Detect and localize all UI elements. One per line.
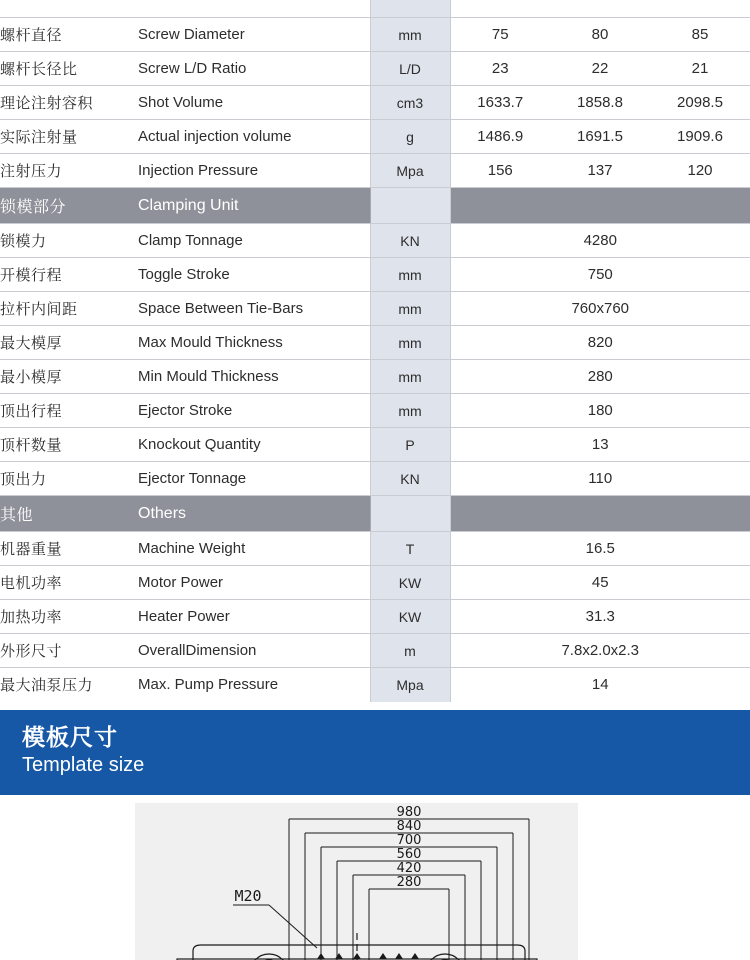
row-unit [370,0,450,18]
template-size-diagram [135,803,578,960]
dimension-label: 840 [396,819,422,835]
row-label-en: OverallDimension [138,634,370,668]
row-label-cn: 外形尺寸 [0,634,138,668]
row-label-cn: 机器重量 [0,532,138,566]
row-label-cn: 顶出行程 [0,394,138,428]
row-label-cn: 最大油泵压力 [0,676,94,695]
dimension-label: 280 [396,875,422,891]
row-value [650,0,750,11]
row-unit: cm3 [370,86,450,120]
row-value: 280 [450,360,750,394]
section-label-cn: 其他 [0,496,138,532]
dimension-label: 420 [396,861,422,877]
row-unit: mm [370,394,450,428]
row-unit: Mpa [370,154,450,188]
row-value: 75 [450,18,550,52]
row-value: 14 [591,676,609,694]
row-value: 156 [450,154,550,188]
row-label-cn: 顶杆数量 [0,428,138,462]
table-row [0,566,750,600]
row-unit: g [370,120,450,154]
table-row [0,154,750,188]
row-label-cn: 注射压力 [0,154,138,188]
dimension-label: 700 [396,833,422,849]
row-unit: mm [370,18,450,52]
row-unit: T [370,532,450,566]
row-value [550,0,650,11]
row-value: 2098.5 [650,86,750,120]
row-label-en: Toggle Stroke [138,258,370,292]
dimension-label: 980 [396,805,422,821]
row-value: 120 [650,154,750,188]
table-row [0,224,750,258]
section-label-en: Others [138,496,370,532]
row-value: 1691.5 [550,120,650,154]
row-label-en: Heater Power [138,600,370,634]
banner-title-cn: 模板尺寸 [22,724,118,751]
row-value: 7.8x2.0x2.3 [450,634,750,668]
table-row [0,18,750,52]
row-unit: KN [370,462,450,496]
section-header-others [0,496,750,532]
row-label-en: Space Between Tie-Bars [138,292,370,326]
section-header-clamping [0,188,750,224]
section-label-cn: 锁模部分 [0,188,138,224]
row-label-cn: 顶出力 [0,462,138,496]
table-row [0,326,750,360]
dimension-label: 560 [396,847,422,863]
row-label-cn: 理论注射容积 [0,86,138,120]
row-value: 1858.8 [550,86,650,120]
row-label-en: Screw L/D Ratio [138,52,370,86]
table-row [0,52,750,86]
row-unit: Mpa [370,668,450,702]
row-value: 21 [650,52,750,86]
row-value: 31.3 [450,600,750,634]
table-row [0,258,750,292]
row-label-en: Knockout Quantity [138,428,370,462]
section-unit [370,496,450,532]
row-value: 1633.7 [450,86,550,120]
row-label-en: Clamp Tonnage [138,224,370,258]
row-value: 180 [450,394,750,428]
table-row [0,634,750,668]
row-value: 110 [450,462,750,496]
row-label-en [138,0,370,11]
table-row [0,600,750,634]
row-label-cn: 最大模厚 [0,326,138,360]
row-label-en: Ejector Stroke [138,394,370,428]
row-unit: mm [370,292,450,326]
row-unit: L/D [370,52,450,86]
row-label-cn: 开模行程 [0,258,138,292]
bolt-spec-label: M20 [234,887,262,906]
row-unit: P [370,428,450,462]
row-value: 820 [450,326,750,360]
row-value: 1486.9 [450,120,550,154]
table-row [0,428,750,462]
row-unit: mm [370,326,450,360]
table-row [0,86,750,120]
row-value: 23 [450,52,550,86]
row-value: 45 [450,566,750,600]
row-label-cn: 锁模力 [0,224,138,258]
row-value: 750 [450,258,750,292]
row-label-en: Max. Pump Pressure [138,668,370,702]
section-unit [370,188,450,224]
row-label-cn: 加热功率 [0,600,138,634]
row-unit: KN [370,224,450,258]
row-value: 137 [550,154,650,188]
row-value: 16.5 [450,532,750,566]
row-label-en: Max Mould Thickness [138,326,370,360]
row-label-cn [0,0,138,11]
row-label-cn: 电机功率 [0,566,138,600]
table-row [0,120,750,154]
row-label-en: Min Mould Thickness [138,360,370,394]
row-unit: m [370,634,450,668]
table-row [0,462,750,496]
table-row [0,292,750,326]
row-unit: mm [370,360,450,394]
row-value: 1909.6 [650,120,750,154]
row-label-en: Injection Pressure [138,154,370,188]
table-row [0,532,750,566]
row-value: 13 [450,428,750,462]
row-value: 4280 [450,224,750,258]
row-value: 760x760 [450,292,750,326]
section-label-en: Clamping Unit [138,188,370,224]
table-row [0,360,750,394]
platen-dimension-drawing [135,803,578,960]
table-row [0,668,750,702]
row-unit: KW [370,600,450,634]
row-label-en: Machine Weight [138,532,370,566]
row-label-cn: 螺杆直径 [0,18,138,52]
table-row-clipped [0,0,750,18]
row-value: 22 [550,52,650,86]
section-banner-template-size [0,710,750,796]
row-label-cn: 螺杆长径比 [0,52,138,86]
row-unit: KW [370,566,450,600]
row-label-en: Actual injection volume [138,120,370,154]
row-label-en: Shot Volume [138,86,370,120]
table-row [0,394,750,428]
section-value [450,188,750,224]
row-label-en: Screw Diameter [138,18,370,52]
row-label-en: Motor Power [138,566,370,600]
drawing-area [0,795,750,960]
row-label-cn: 最小模厚 [0,360,138,394]
row-unit: mm [370,258,450,292]
banner-title-en: Template size [22,754,145,777]
row-label-en: Ejector Tonnage [138,462,370,496]
row-label-cn: 拉杆内间距 [0,292,138,326]
row-label-cn: 实际注射量 [0,120,138,154]
row-value [450,0,550,11]
row-value: 80 [550,18,650,52]
row-value: 85 [650,18,750,52]
section-value [450,496,750,532]
